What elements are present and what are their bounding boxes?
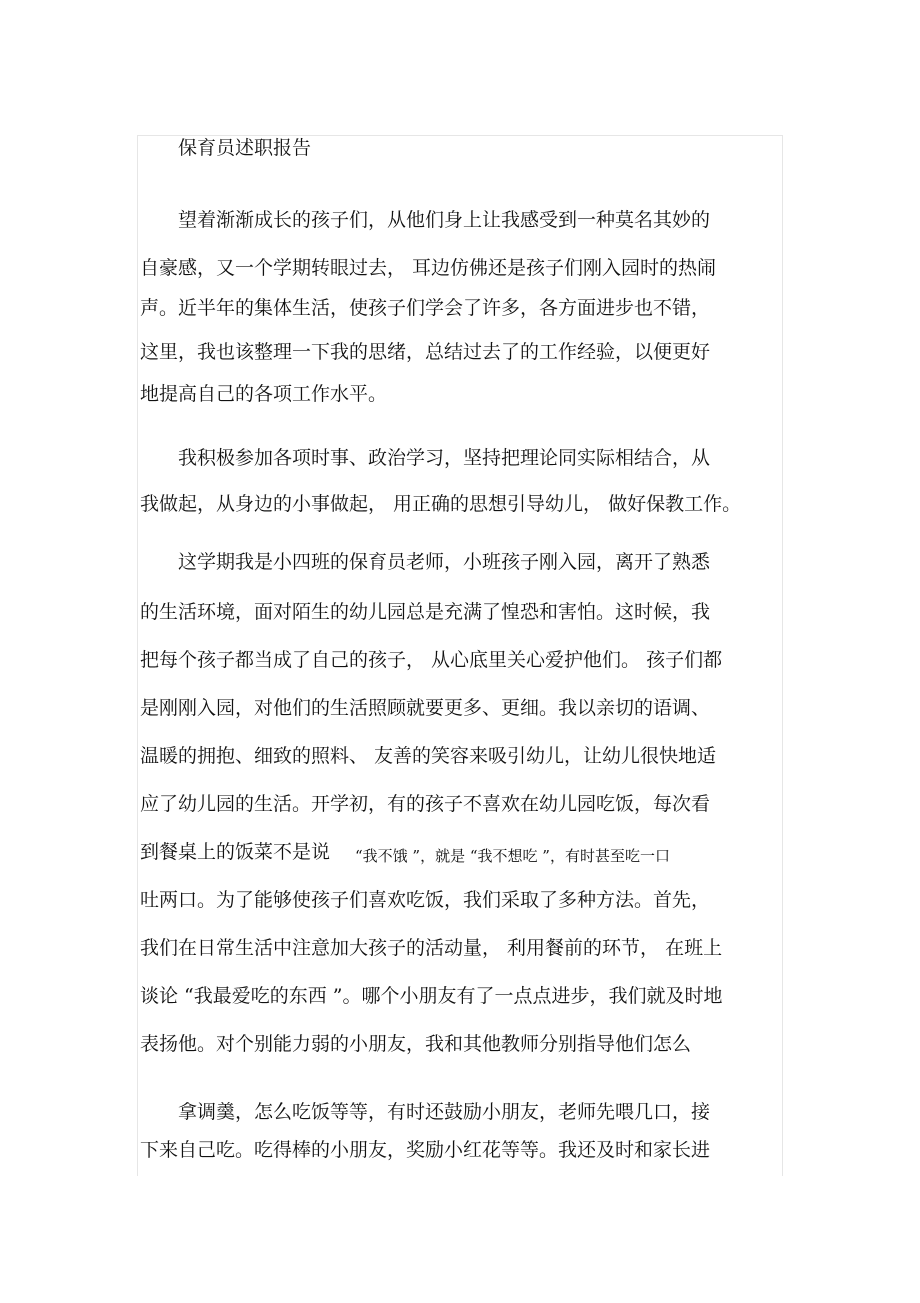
paragraph-line: 谈论 “我最爱吃的东西 ”。哪个小朋友有了一点点进步，我们就及时地 — [140, 985, 723, 1007]
paragraph-line: 到餐桌上的饭菜不是说 — [140, 841, 331, 863]
document-title: 保育员述职报告 — [178, 137, 312, 159]
paragraph-line: 温暖的拥抱、细致的照料、 友善的笑容来吸引幼儿，让幼儿很快地适 — [140, 745, 717, 767]
paragraph-line: 这里，我也该整理一下我的思绪，总结过去了的工作经验，以便更好 — [140, 341, 711, 363]
paragraph-line: 把每个孩子都当成了自己的孩子， 从心底里关心爱护他们。 孩子们都 — [140, 649, 723, 671]
paragraph-line: 的生活环境，面对陌生的幼儿园总是充满了惶恐和害怕。这时候，我 — [140, 601, 711, 623]
paragraph-line: 自豪感，又一个学期转眼过去， 耳边仿佛还是孩子们刚入园时的热闹 — [140, 257, 717, 279]
paragraph-line: 拿调羹，怎么吃饭等等，有时还鼓励小朋友，老师先喂几口，接 — [178, 1101, 711, 1123]
paragraph-line: 吐两口。为了能够使孩子们喜欢吃饭，我们采取了多种方法。首先， — [140, 889, 711, 911]
paragraph-line: 地提高自己的各项工作水平。 — [140, 383, 388, 405]
paragraph-line: 下来自己吃。吃得棒的小朋友，奖励小红花等等。我还及时和家长进 — [140, 1139, 711, 1161]
paragraph-line: 表扬他。对个别能力弱的小朋友，我和其他教师分别指导他们怎么 — [140, 1033, 692, 1055]
paragraph-line: 是刚刚入园，对他们的生活照顾就要更多、更细。我以亲切的语调、 — [140, 697, 711, 719]
paragraph-line: 应了幼儿园的生活。开学初，有的孩子不喜欢在幼儿园吃饭，每次看 — [140, 793, 711, 815]
paragraph-line-quote: “我不饿 ”，就是 “我不想吃 ”，有时甚至吃一口 — [355, 847, 670, 865]
paragraph-line: 望着渐渐成长的孩子们，从他们身上让我感受到一种莫名其妙的 — [178, 209, 711, 231]
paragraph-line: 我做起，从身边的小事做起， 用正确的思想引导幼儿， 做好保教工作。 — [140, 493, 742, 515]
paragraph-line: 声。近半年的集体生活，使孩子们学会了许多，各方面进步也不错， — [140, 297, 711, 319]
paragraph-line: 我积极参加各项时事、政治学习，坚持把理论同实际相结合，从 — [178, 447, 711, 469]
paragraph-line: 我们在日常生活中注意加大孩子的活动量， 利用餐前的环节， 在班上 — [140, 937, 723, 959]
paragraph-line: 这学期我是小四班的保育员老师，小班孩子刚入园，离开了熟悉 — [178, 551, 711, 573]
